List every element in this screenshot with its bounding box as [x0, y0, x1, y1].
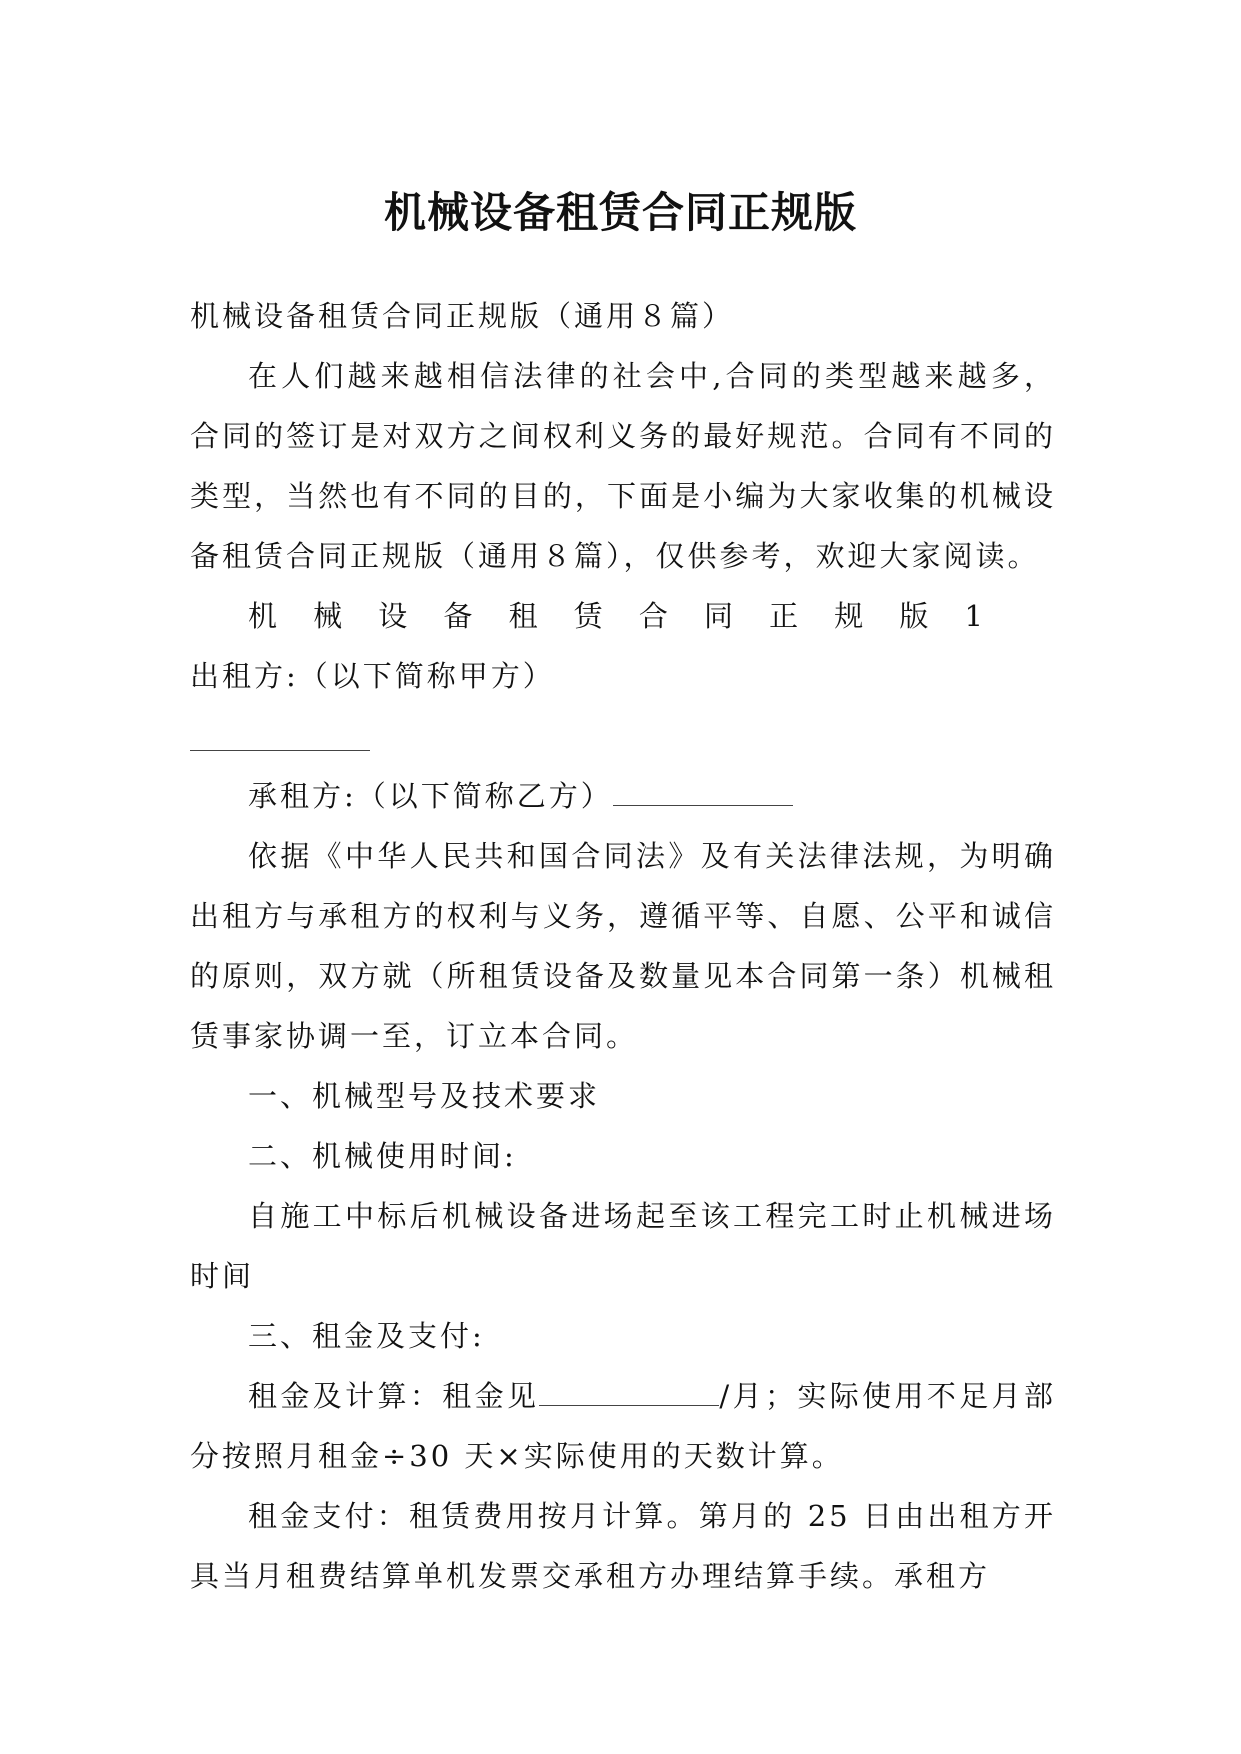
intro-paragraph: 在人们越来越相信法律的社会中,合同的类型越来越多，合同的签订是对双方之间权利义务的最好规范。合同有不同的类型，当然也有不同的目的，下面是小编为大家收集的机械设备租赁合同正规版（通用８篇），仅供参考，欢迎大家阅读。: [190, 359, 1056, 573]
basis-paragraph: 依据《中华人民共和国合同法》及有关法律法规，为明确出租方与承租方的权利与义务，遵循平等、自愿、公平和诚信的原则，双方就（所租赁设备及数量见本合同第一条）机械租赁事家协调一至，订立本合同。: [190, 839, 1056, 1053]
rent-calc-prefix: 租金及计算：租金见: [248, 1379, 540, 1413]
section-heading: 机械设备租赁合同正规版1: [248, 599, 986, 633]
lessee-name-blank: [613, 775, 793, 806]
rent-payment-paragraph: 租金支付：租赁费用按月计算。第月的 25 日由出租方开具当月租费结算单机发票交承租方办理结算手续。承租方: [190, 1499, 1056, 1593]
rent-amount-blank: [539, 1375, 719, 1406]
clause-2-text: 自施工中标后机械设备进场起至该工程完工时止机械进场时间: [190, 1199, 1056, 1293]
rent-calculation-paragraph: [190, 1366, 1056, 1486]
clause-3-heading: 三、租金及支付:: [248, 1319, 485, 1353]
page-title: 机械设备租赁合同正规版: [383, 188, 857, 238]
document-subtitle: 机械设备租赁合同正规版（通用８篇）: [190, 299, 735, 333]
clause-2-heading: 二、机械使用时间:: [248, 1139, 517, 1173]
lessee-label: 承租方:（以下简称乙方）: [248, 779, 613, 813]
clause-1-heading: 一、机械型号及技术要求: [248, 1079, 601, 1113]
section-heading-line: [190, 586, 1056, 706]
rent-calc-suffix: /月；实际使用不足月部分按照月租金÷30 天×实际使用的天数计算。: [190, 1379, 1056, 1473]
lessee-line: [190, 766, 1056, 826]
lessor-label: 出租方:（以下简称甲方）: [190, 659, 555, 693]
document-body: [190, 286, 1056, 1606]
lessor-name-blank: [190, 720, 370, 751]
lessor-blank-line: [190, 706, 1056, 766]
